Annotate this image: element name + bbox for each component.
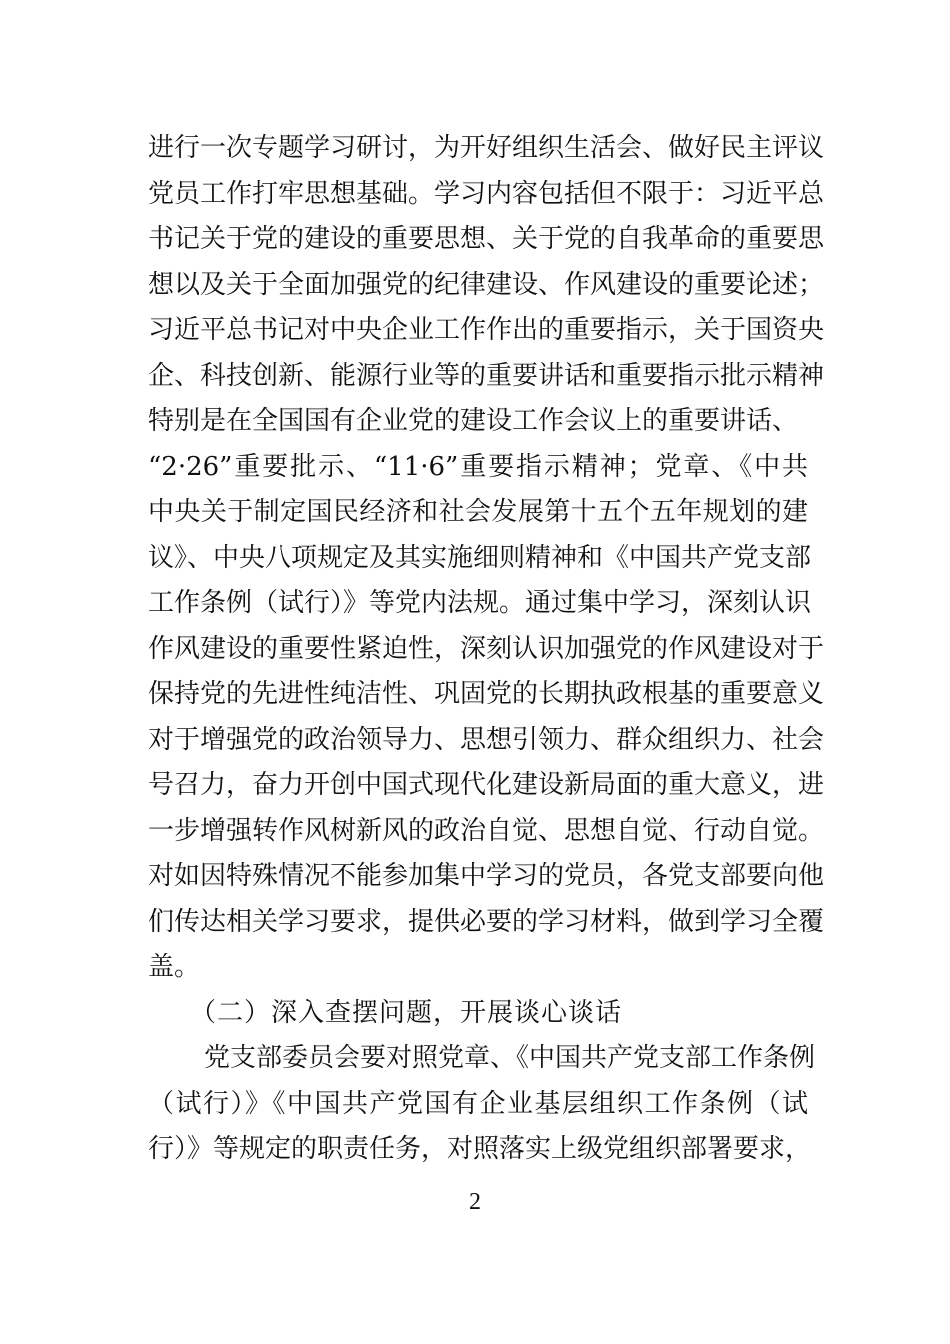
- paragraph-1: [148, 126, 825, 991]
- text-line: 对于增强党的政治领导力、思想引领力、群众组织力、社会: [148, 724, 825, 755]
- text-line: 书记关于党的建设的重要思想、关于党的自我革命的重要思: [148, 224, 825, 254]
- text-line: 想以及关于全面加强党的纪律建设、作风建设的重要论述；: [148, 269, 825, 300]
- text-line: “2·26”重要批示、“11·6”重要指示精神；党章、《中共: [148, 451, 808, 482]
- text-line: 党员工作打牢思想基础。学习内容包括但不限于：习近平总: [148, 178, 825, 209]
- text-line: 进行一次专题学习研讨，为开好组织生活会、做好民主评议: [148, 133, 825, 163]
- text-line: 一步增强转作风树新风的政治自觉、思想自觉、行动自觉。: [148, 815, 825, 846]
- text-line: 工作条例（试行）》等党内法规。通过集中学习，深刻认识: [148, 588, 812, 618]
- section-heading: （二）深入查摆问题，开展谈心谈话: [190, 997, 623, 1028]
- text-line: 对如因特殊情况不能参加集中学习的党员，各党支部要向他: [148, 861, 825, 891]
- text-line: （试行）》《中国共产党国有企业基层组织工作条例（试: [148, 1088, 808, 1119]
- page-number: 2: [469, 1189, 481, 1215]
- body-text: [148, 126, 825, 1173]
- text-line: 作风建设的重要性紧迫性，深刻认识加强党的作风建设对于: [148, 633, 825, 664]
- text-line: 们传达相关学习要求，提供必要的学习材料，做到学习全覆: [148, 906, 825, 937]
- text-line: 中央关于制定国民经济和社会发展第十五个五年规划的建: [148, 497, 808, 527]
- text-line: 企、科技创新、能源行业等的重要讲话和重要指示批示精神: [148, 360, 825, 391]
- text-line: 特别是在全国国有企业党的建设工作会议上的重要讲话、: [148, 406, 799, 436]
- text-line: 党支部委员会要对照党章、《中国共产党支部工作条例: [204, 1043, 816, 1073]
- text-line: 议》、中央八项规定及其实施细则精神和《中国共产党支部: [148, 542, 812, 573]
- paragraph-2: [148, 1036, 816, 1173]
- text-line: 号召力，奋力开创中国式现代化建设新局面的重大意义，进: [148, 770, 825, 800]
- text-line: 行）》等规定的职责任务，对照落实上级党组织部署要求，: [148, 1134, 812, 1164]
- text-line: 习近平总书记对中央企业工作作出的重要指示，关于国资央: [148, 315, 825, 345]
- text-line: 盖。: [148, 952, 201, 982]
- text-line: 保持党的先进性纯洁性、巩固党的长期执政根基的重要意义: [148, 679, 825, 709]
